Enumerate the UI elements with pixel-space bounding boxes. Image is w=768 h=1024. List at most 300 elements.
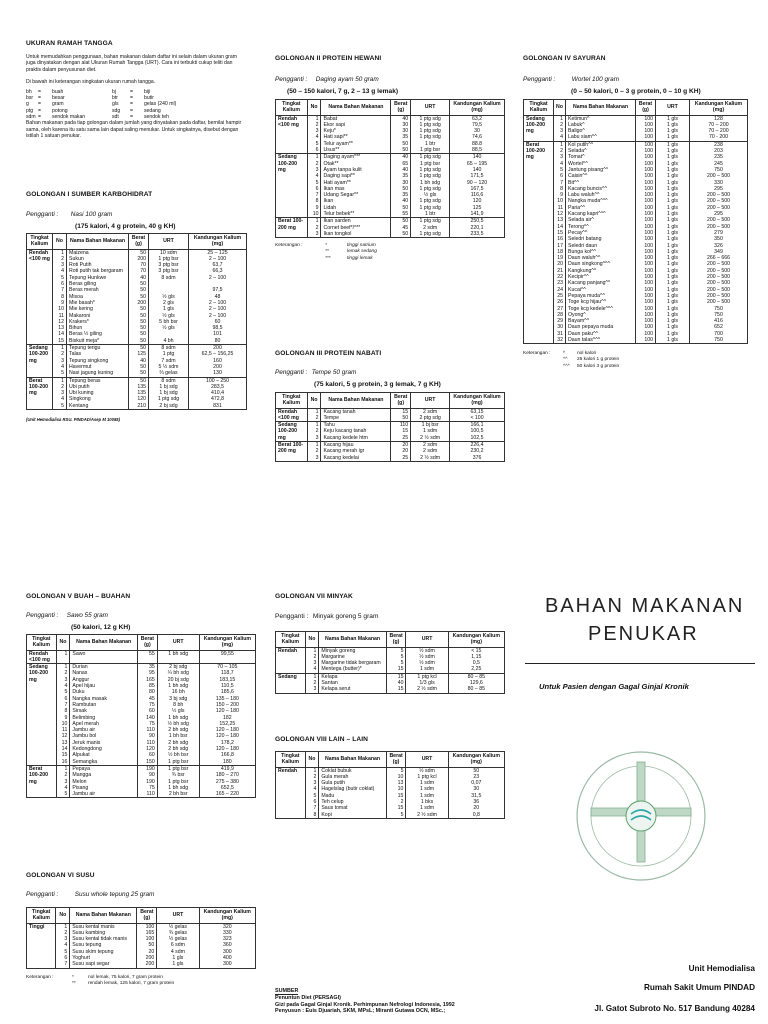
item-weight: 200 [129,256,149,262]
item-name: Alpukat [70,752,138,758]
item-kalium: 150 – 200 [199,702,255,708]
item-urt: ½ gls [149,313,189,319]
item-no: 7 [56,702,70,708]
item-weight: 70 [129,268,149,274]
item-weight: 100 [636,249,656,255]
item-name: Kedongdong [70,746,138,752]
pengganti-value: Minyak goreng 5 gram [312,613,379,620]
item-kalium: 2 – 100 [189,313,247,319]
item-kalium: 98,5 [189,325,247,331]
item-kalium: 62,5 – 156,25 [189,351,247,357]
item-weight: 50 [129,249,149,256]
ket-row [325,256,377,262]
item-kalium: 183,15 [199,677,255,683]
item-urt: 1 bh sdg [411,180,450,186]
item-no: 12 [554,211,566,217]
item-no: 15 [554,230,566,236]
ket-row [563,364,619,370]
item-name: Seledri batang [566,236,636,242]
item-name: Tepung terigu [67,345,129,352]
table-row [524,337,748,344]
item-urt: 1 gls [149,306,189,312]
item-no: 1 [56,650,70,664]
ukuran-para3: Bahan makanan pada tiap golongan dalam jumlah yang dinyatakan pada daftar, bernilai hampir sama, oleh karena itu satu sama lain dapat saling menukar. Untuk singkatnya, disebut dengan istilah 1 satuan penukar. [26,120,242,139]
item-urt: 2 ½ sdm [411,435,450,442]
item-kalium: 70 – 105 [199,664,255,671]
pengganti-label: Pengganti : [26,211,59,218]
item-urt: 2 ptg sdg [411,415,450,422]
item-urt: 8 bh [157,702,199,708]
sumber-section [275,988,515,1015]
item-urt: 1 gls [656,224,690,230]
item-weight: 95 [138,670,158,676]
level-group [27,377,247,409]
item-weight: 50 [391,231,411,238]
item-kalium: 200 [189,345,247,352]
item-no: 5 [305,793,319,799]
item-urt: ½ gls [157,708,199,714]
item-name: Labu siam^^ [566,134,636,141]
item-urt: ½ gls [149,325,189,331]
item-kalium: 180 – 270 [199,772,255,778]
item-kalium: 750 [690,312,748,318]
abbr-cell: = [38,107,41,114]
item-kalium: 266 – 666 [690,255,748,261]
item-no: 3 [53,358,67,364]
table-row [276,415,505,422]
item-name: Ekor sapi [321,122,391,128]
header-tingkat: Tingkat Kalium [276,100,308,116]
cover-panel [525,590,755,1020]
item-no: 26 [554,299,566,305]
abbr-cell: bj [112,88,116,95]
item-name: Misoa [67,294,129,300]
ukuran-section [26,40,244,142]
item-urt: 1 gls [656,306,690,312]
item-weight: 100 [636,122,656,128]
abbr-cell: biji [144,88,151,95]
item-kalium: 74,6 [450,134,505,140]
item-name: Susu kental tidak manis [70,936,137,942]
item-name: Keju* [321,128,391,134]
gol3-title: GOLONGAN III PROTEIN NABATI [275,350,382,357]
item-name: Tempe [321,415,391,422]
item-urt: 3 ptg bsr [149,268,189,274]
item-weight: 100 [636,217,656,223]
item-no: 3 [307,128,321,134]
header-berat: Berat (g) [391,393,411,409]
item-kalium: 200 – 500 [690,293,748,299]
item-no: 8 [53,294,67,300]
item-urt: 1 ptg kcl [406,774,448,780]
item-weight: 50 [129,364,149,370]
kalium-level: Rendah <100 mg [27,249,53,344]
item-no: 20 [554,261,566,267]
item-kalium: 116,6 [450,192,505,198]
sumber-line-3: Penyusun : Euis Djuariah, SKM, MPsL; Miranti Gutawa OCN, MSc.; [275,1008,446,1015]
item-name: Havermut [67,364,129,370]
item-name: Tepung singkong [67,358,129,364]
item-kalium: 79,5 [450,122,505,128]
header-nama: Nama Bahan Makanan [319,632,386,648]
item-no: 6 [56,696,70,702]
item-weight: 140 [138,715,158,721]
item-weight: 100 [636,306,656,312]
item-urt: 1 gls [656,268,690,274]
item-no: 14 [56,746,70,752]
table-row [276,435,505,442]
item-name: Selada air^ [566,217,636,223]
item-kalium: 30 [448,786,504,792]
abbr-cell: besar [52,94,65,101]
item-no: 13 [56,740,70,746]
item-name: Nangka muda^^^ [566,198,636,204]
item-weight: 200 [129,300,149,306]
kalium-level: Berat 100-200 mg [524,141,554,344]
item-weight: 120 [129,396,149,402]
level-group [276,442,505,462]
item-name: Roti Putih [67,262,129,268]
item-kalium: 245 [690,161,748,167]
item-weight: 90 [138,733,158,739]
item-no: 5 [53,370,67,377]
gol4-kalium-table [523,99,748,344]
item-no: 2 [305,654,319,660]
item-weight: 35 [138,664,158,671]
item-no: 6 [53,281,67,287]
item-name: Makaroni [67,313,129,319]
item-weight: 210 [129,403,149,410]
item-no: 21 [554,268,566,274]
item-no: 3 [307,435,321,442]
item-weight: 15 [386,673,406,680]
gol4-section [523,55,753,370]
item-name: Daging sapi** [321,173,391,179]
table-row [276,686,505,693]
item-urt: ½ sdm [406,767,448,774]
item-no: 13 [554,217,566,223]
item-weight: 125 [129,351,149,357]
item-name: Labuk^ [566,122,636,128]
item-name: Roti putih tak bergaram [67,268,129,274]
table-row [27,249,247,256]
item-no: 14 [53,331,67,337]
header-nama: Nama Bahan Makanan [67,234,129,250]
item-weight: 80 [138,689,158,695]
item-weight: 100 [636,224,656,230]
item-weight: 45 [138,696,158,702]
gol1-note: (175 kalori, 4 g protein, 40 g KH) [75,223,176,230]
kalium-level: Berat 100-200 mg [27,765,57,797]
header-urt: URT [411,393,450,409]
header-urt: URT [411,100,450,116]
item-name: Jambu bol [70,733,138,739]
level-group [524,115,748,141]
abbr-cell: sendok makan [52,113,86,120]
header-kandungan: Kandungan Kalium (mg) [690,100,748,116]
item-weight: 45 [391,225,411,231]
item-urt: 2 sdm [411,225,450,231]
item-urt: 1 ptg sdg [411,173,450,179]
item-no: 9 [554,192,566,198]
abbr-cell: btr [112,94,118,101]
item-kalium: 120 [450,198,505,204]
item-weight: 30 [391,180,411,186]
item-name: Minyak goreng [319,647,386,654]
ket-symbol: * [72,974,74,980]
item-urt: 1 bh bsr [157,733,199,739]
item-weight: 50 [129,325,149,331]
item-urt: 1 sdm [406,805,448,811]
item-kalium: 200 – 500 [690,274,748,280]
ket-desc: tinggi lemak [347,255,373,261]
item-kalium: 200 – 500 [690,280,748,286]
item-weight: 25 [391,435,411,442]
item-kalium: 235 [690,154,748,160]
item-weight: 50 [129,281,149,287]
item-kalium: 300 [199,961,255,968]
item-no: 15 [56,752,70,758]
header-kandungan: Kandungan Kalium (mg) [450,393,505,409]
item-name: Wortel^^ [566,161,636,167]
item-kalium: 135 – 180 [199,696,255,702]
item-weight: 15 [391,408,411,415]
item-no: 2 [56,930,70,936]
item-weight: 50 [391,186,411,192]
level-group [276,115,505,154]
item-weight: 5 [386,812,406,819]
item-weight: 50 [129,319,149,325]
item-kalium: 0,8 [448,812,504,819]
item-name: Tomat^ [566,154,636,160]
item-no: 4 [305,666,319,673]
header-berat: Berat (g) [386,752,406,768]
item-kalium: 2 – 100 [189,306,247,312]
item-urt: 1 gls [656,148,690,154]
item-name: Krakers* [67,319,129,325]
item-urt: 20 bj sdg [157,677,199,683]
pengganti-value: Susu whole tepung 25 gram [74,891,155,898]
item-kalium: 250,5 [450,218,505,225]
item-no: 4 [554,134,566,141]
item-name: Beras ½ giling [67,331,129,337]
table-row [276,767,505,774]
header-kandungan: Kandungan Kalium (mg) [450,100,505,116]
item-no: 31 [554,331,566,337]
item-kalium: 200 – 500 [690,268,748,274]
item-name: Jeruk manis [70,740,138,746]
header-kandungan: Kandungan Kalium (mg) [199,635,255,651]
ket-symbol: *** [325,255,331,261]
item-no: 3 [56,677,70,683]
item-name: Cornet beef*/*** [321,225,391,231]
item-kalium: 350 [690,236,748,242]
item-no: 1 [554,141,566,148]
item-urt: 2 bh bsr [157,791,199,798]
item-kalium: 70 – 200 [690,122,748,128]
gol2-keterangan [275,243,505,262]
kalium-level: Berat 100-200 mg [276,442,308,462]
item-name: Usus** [321,147,391,154]
item-name: Maizena [67,249,129,256]
item-name: Paria^^ [566,205,636,211]
item-urt: 1 ptg sdg [411,167,450,173]
item-urt: 1 gls [656,141,690,148]
item-kalium: 167,5 [450,186,505,192]
item-kalium: 101 [189,331,247,337]
item-kalium: 125 [450,205,505,211]
kalium-level: Sedang 100-200 mg [276,154,308,218]
item-weight: 110 [138,740,158,746]
item-name: Sawo [70,650,138,664]
item-weight: 100 [636,268,656,274]
item-urt: 2 sdm [411,442,450,449]
item-urt: 10 sdm [149,249,189,256]
gol6-title: GOLONGAN VI SUSU [26,872,95,879]
item-kalium: 472,8 [189,396,247,402]
item-no: 8 [305,812,319,819]
item-weight: 20 [137,949,157,955]
item-kalium: 152,25 [199,721,255,727]
item-name: Mie kering [67,306,129,312]
item-urt: 1 sdm [406,786,448,792]
item-urt: 6 sdm [157,942,199,948]
gol5-note: (50 kalori, 12 g KH) [71,624,131,631]
item-no: 4 [307,173,321,179]
item-kalium: 0,07 [448,780,504,786]
header-urt: URT [149,234,189,250]
item-urt: 3 bj sdg [157,696,199,702]
item-urt: 1 gls [656,243,690,249]
item-name: Daun singkong^^^ [566,261,636,267]
item-urt: 5 ½ sdm [149,364,189,370]
abbr-cell: bsr [26,94,34,101]
item-no: 4 [307,134,321,140]
item-kalium: 750 [690,306,748,312]
item-no: 2 [56,772,70,778]
item-name: Durian [70,664,138,671]
header-urt: URT [656,100,690,116]
item-urt: 1 bh sdg [157,683,199,689]
item-urt: ½ gls [149,294,189,300]
ket-desc: nol kalori [577,351,597,357]
item-no: 4 [56,785,70,791]
item-urt: 1 ptg sdg [411,115,450,122]
gol7-kalium-table [275,631,505,694]
item-kalium: 50 [448,767,504,774]
item-kalium: 226,4 [450,442,505,449]
item-name: Ayam tanpa kulit [321,167,391,173]
item-name: Keju kacang tanah [321,428,391,434]
item-kalium: 200 – 500 [690,217,748,223]
item-weight: 100 [137,936,157,942]
ket-symbol: ** [72,980,76,986]
item-weight: 2 [386,799,406,805]
item-weight: 50 [129,345,149,352]
table-row [524,115,748,122]
pengganti-value: Daging ayam 50 gram [315,76,379,83]
item-urt: 1 bj sdg [149,384,189,390]
item-no: 6 [307,147,321,154]
header-no: No [554,100,566,116]
item-name: Toge kcg hijau^^ [566,299,636,305]
item-name: Margarine tidak bergaram [319,660,386,666]
item-kalium: 200 – 500 [690,224,748,230]
item-weight: 60 [138,752,158,758]
item-no: 3 [554,154,566,160]
abbr-cell: gls [112,101,119,108]
item-urt: 1 gls [656,255,690,261]
table-row [276,154,505,161]
header-berat: Berat (g) [386,632,406,648]
table-row [27,759,256,766]
item-weight: 110 [138,791,158,798]
item-weight: 100 [636,324,656,330]
item-kalium: 200 – 500 [690,192,748,198]
level-group [27,664,256,766]
item-urt: 1 ptg [149,351,189,357]
item-kalium: 279 [690,230,748,236]
item-urt: 1 gls [656,122,690,128]
item-weight: 150 [138,759,158,766]
item-urt: 2 bj sdg [149,403,189,410]
item-weight: 15 [386,805,406,811]
item-name: Kacang buncis^^ [566,186,636,192]
ket-desc: nol lemak, 75 kalori, 7 gram protein [88,974,163,980]
gol4-note: (0 – 50 kalori, 0 – 3 g protein, 0 – 10 g KH) [571,88,701,95]
item-weight: 50 [129,294,149,300]
item-no: 1 [307,408,321,415]
item-name: Santan [319,680,386,686]
gol1-table [26,233,256,410]
item-name: Baligo^ [566,128,636,134]
item-no: 9 [53,300,67,306]
item-name: Nangka masak [70,696,138,702]
header-no: No [305,752,319,768]
level-group [276,154,505,218]
item-weight: 135 [129,390,149,396]
item-urt: 1 ptg sdg [411,198,450,204]
item-name: Mentega (butter)* [319,666,386,673]
item-weight: 15 [386,686,406,693]
gol8-table [275,751,505,819]
item-name: Susu tepung [70,942,137,948]
item-weight: 200 [137,961,157,968]
item-name: Susu kental manis [70,923,137,930]
item-weight: 100 [636,180,656,186]
item-urt: ½ gls [411,192,450,198]
item-urt: 4 bh [149,338,189,345]
item-name: Jantung pisang^^ [566,167,636,173]
item-no: 12 [56,733,70,739]
item-weight: 100 [636,192,656,198]
cover-title-2: PENUKAR [588,623,699,645]
abbr-cell: = [38,113,41,120]
item-no: 23 [554,280,566,286]
table-row [276,673,505,680]
ket-label: Keterangan : [26,974,54,980]
item-weight: 55 [138,650,158,664]
item-weight: 100 [636,230,656,236]
item-no: 7 [56,961,70,968]
item-weight: 100 [636,243,656,249]
item-urt: 1 sdm [406,666,448,673]
item-name: Oyong^ [566,312,636,318]
item-urt: 1 sdm [406,780,448,786]
item-weight: 50 [137,942,157,948]
gol7-table [275,631,505,694]
item-no: 4 [554,161,566,167]
